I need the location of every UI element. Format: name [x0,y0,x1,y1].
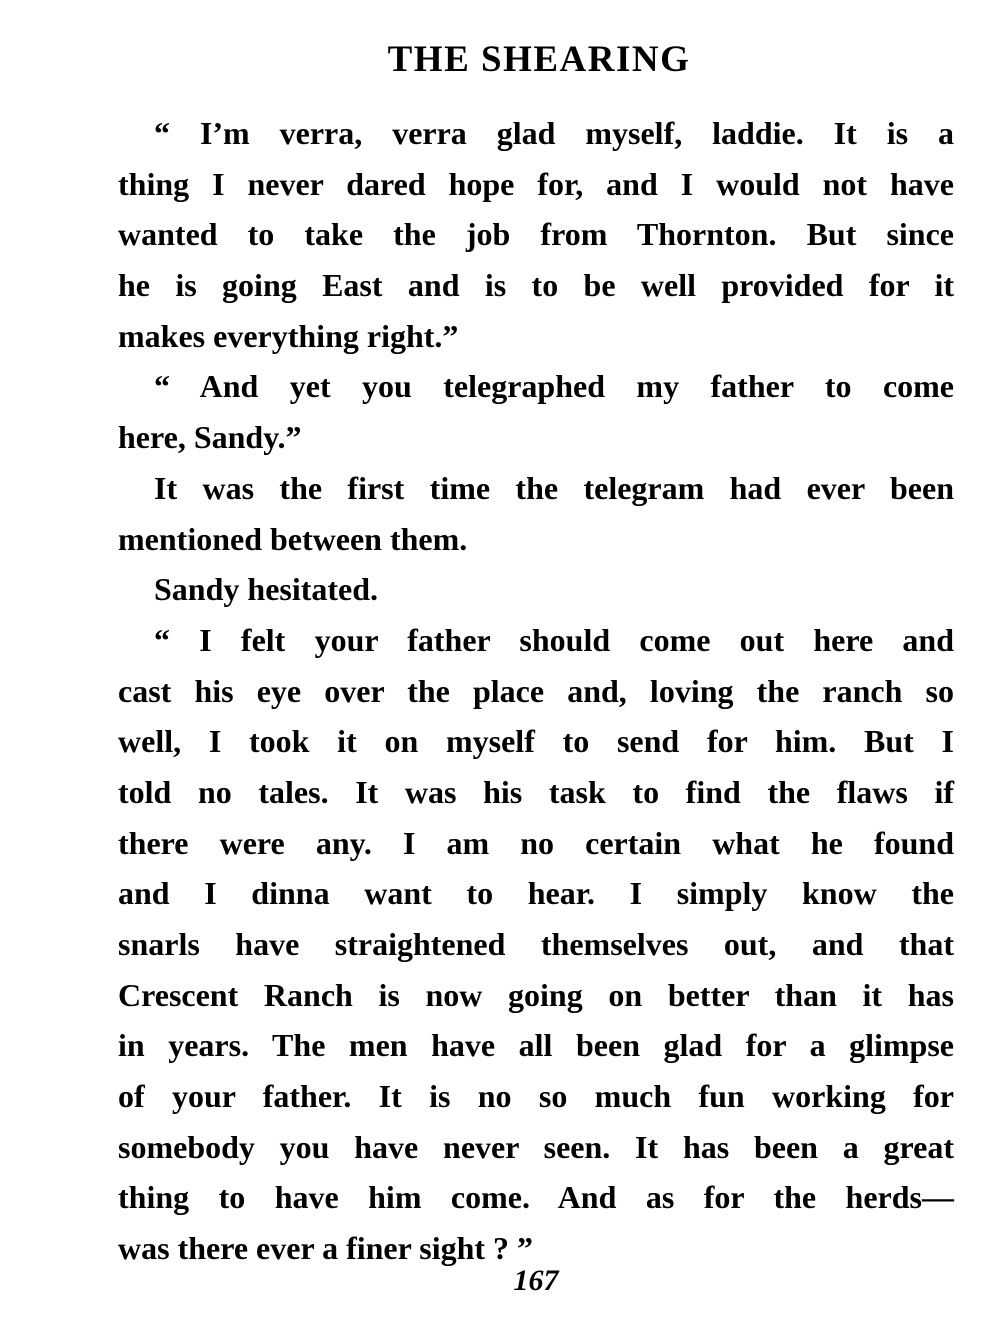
text-line: “ And yet you telegraphed my father to come [154,368,954,405]
text-line: wanted to take the job from Thornton. But since [118,216,954,253]
text-line: somebody you have never seen. It has been a great [118,1128,954,1165]
text-line: of your father. It is no so much fun working for [118,1078,954,1115]
text-line: here, Sandy.” [118,419,302,456]
text-line: It was the first time the telegram had ever been [154,469,954,506]
page-number: 167 [513,1264,559,1297]
running-head: THE SHEARING [387,39,691,80]
text-line: in years. The men have all been glad for a glimpse [118,1027,954,1064]
text-line: thing I never dared hope for, and I would not have [118,165,954,202]
text-line: “ I’m verra, verra glad myself, laddie. It is a [154,115,954,151]
text-line: cast his eye over the place and, loving the ranch so [118,672,954,709]
body-text [118,108,954,1274]
text-line: and I dinna want to hear. I simply know the [118,875,954,912]
text-line: he is going East and is to be well provided for it [118,267,954,304]
text-line: Crescent Ranch is now going on better than it has [118,976,954,1013]
text-line: well, I took it on myself to send for him. But I [118,723,954,760]
text-line: makes everything right.” [118,317,459,354]
text-line: “ I felt your father should come out here and [154,621,954,658]
text-line: Sandy hesitated. [154,571,379,608]
text-line: mentioned between them. [118,520,468,557]
text-line: thing to have him come. And as for the herds— [118,1179,954,1216]
text-line: told no tales. It was his task to find the flaws if [118,773,954,810]
book-page [118,30,954,1320]
text-line: snarls have straightened themselves out, and that [118,926,954,962]
text-line: there were any. I am no certain what he found [118,824,954,861]
text-line: was there ever a finer sight ? ” [118,1230,534,1267]
